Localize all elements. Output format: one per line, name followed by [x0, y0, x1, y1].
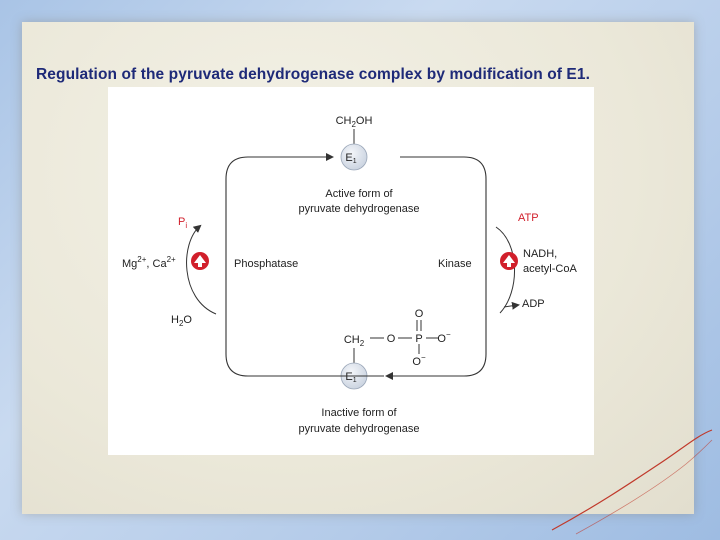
phosphatase-activators-label: $Mg^{2+}$, $Ca^{2+}$: [122, 255, 176, 270]
inactive-phosphorus: P: [415, 333, 423, 345]
inactive-caption-line1: Inactive form of: [321, 407, 397, 419]
decorative-swirl: [546, 426, 716, 536]
inactive-top-oxygen: O: [414, 308, 424, 320]
phosphatase-side-arrow: [187, 226, 216, 314]
atp-label: ATP: [518, 212, 539, 224]
inactive-right-oxygen: O−: [437, 330, 451, 345]
inactive-caption-line2: pyruvate dehydrogenase: [298, 423, 420, 435]
regulation-diagram: [108, 87, 594, 455]
active-substituent-label: $CH_2OH$: [335, 115, 373, 129]
h2o-label: $H_2O$: [171, 314, 192, 328]
kinase-activators-line1: NADH,: [523, 248, 558, 260]
active-e1-label: E1: [345, 152, 357, 165]
inactive-substituent-label: $CH_2$: [343, 334, 365, 348]
phosphatase-activation-icon: [191, 252, 209, 270]
active-caption-line2: pyruvate dehydrogenase: [298, 203, 420, 215]
phosphatase-enzyme-label: Phosphatase: [234, 258, 299, 270]
kinase-activation-icon: [500, 252, 518, 270]
adp-label: ADP: [522, 298, 545, 310]
inactive-bottom-oxygen: O−: [412, 353, 426, 368]
kinase-side-arrow: [496, 227, 515, 313]
pi-label: $P_i$: [178, 216, 188, 230]
inactive-bridge-oxygen: O: [386, 333, 396, 345]
inactive-e1-label: E1: [345, 371, 357, 384]
kinase-enzyme-label: Kinase: [438, 258, 472, 270]
kinase-activators-line2: acetyl-CoA: [523, 263, 577, 275]
active-caption-line1: Active form of: [325, 188, 393, 200]
slide-title: Regulation of the pyruvate dehydrogenase complex by modification of E1.: [36, 66, 590, 83]
